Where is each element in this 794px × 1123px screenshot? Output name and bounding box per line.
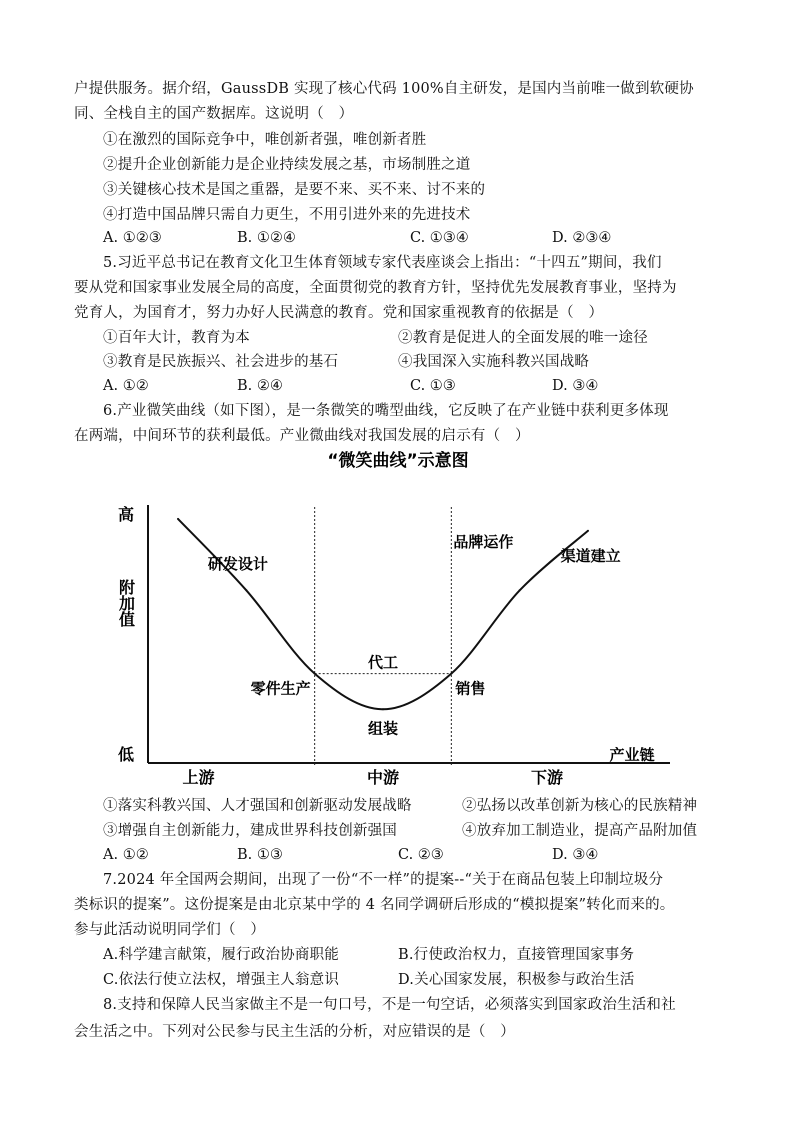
q4-item-2: ②提升企业创新能力是企业持续发展之基，市场制胜之道 [103, 157, 471, 173]
segment-labels [182, 768, 563, 787]
q8-stem-line-2: 会生活之中。下列对公民参与民主生活的分析，对应错误的是（ ） [74, 1024, 515, 1040]
q4-item-3: ③关键核心技术是国之重器，是要不来、买不来、讨不来的 [103, 182, 486, 198]
q5-option-c: C. ①③ [410, 378, 456, 394]
curve-point-3 [314, 673, 316, 675]
q4-option-a: A. ①②③ [103, 230, 162, 246]
q7-option-c: C.依法行使立法权，增强主人翁意识 [103, 972, 340, 988]
curve-point-6 [519, 589, 521, 591]
q7-option-b: B.行使政治权力，直接管理国家事务 [398, 947, 635, 963]
chart-title: “微笑曲线”示意图 [327, 451, 469, 471]
q4-option-b: B. ①②④ [237, 230, 296, 246]
q5-item-3: ③教育是民族振兴、社会进步的基石 [103, 354, 339, 370]
q5-stem-line-2: 要从党和国家事业发展全局的高度，全面贯彻党的教育方针，坚持优先发展教育事业，坚持为 [74, 280, 677, 296]
q6-item-2: ②弘扬以改革创新为核心的民族精神 [462, 798, 698, 814]
curve-point-2 [245, 589, 247, 591]
q5-stem-line-3: 党育人，为国育才，努力办好人民满意的教育。党和国家重视教育的依据是（ ） [74, 305, 604, 321]
stage-annotations [208, 533, 621, 738]
segment-label-3: 下游 [530, 768, 564, 787]
q4-stem-line-1: 户提供服务。据介绍，GaussDB 实现了核心代码 100%自主研发，是国内当前唯一做到软硬协 [74, 81, 694, 97]
curve-point-1 [177, 518, 179, 520]
q6-option-d: D. ③④ [552, 847, 599, 863]
q4-item-4: ④打造中国品牌只需自力更生，不用引进外来的先进技术 [103, 207, 471, 223]
q4-option-d: D. ②③④ [552, 230, 612, 246]
q7-stem-line-1: 7.2024 年全国两会期间，出现了一份“不一样”的提案--“关于在商品包装上印制垃圾分 [103, 872, 664, 888]
curve-point-7 [587, 530, 589, 532]
y-high-label: 高 [117, 505, 135, 524]
segment-label-2: 中游 [366, 768, 400, 787]
q5-item-2: ②教育是促进人的全面发展的唯一途径 [398, 330, 648, 346]
reference-line-label: 代工 [367, 653, 399, 672]
x-axis-label: 产业链 [609, 746, 655, 764]
smile-curve [178, 519, 588, 709]
curve-points [177, 518, 589, 710]
q6-item-1: ①落实科教兴国、人才强国和创新驱动发展战略 [103, 798, 412, 814]
y-axis-label: 附加值 [116, 579, 136, 627]
annotation-1: 研发设计 [207, 554, 268, 573]
annotation-3: 组装 [367, 719, 399, 738]
q7-option-d: D.关心国家发展，积极参与政治生活 [398, 972, 635, 988]
q5-option-a: A. ①② [103, 378, 149, 394]
q5-item-1: ①百年大计，教育为本 [103, 330, 250, 346]
q6-stem-line-1: 6.产业微笑曲线（如下图），是一条微笑的嘴型曲线，它反映了在产业链中获利更多体现 [103, 403, 669, 419]
q5-item-4: ④我国深入实施科教兴国战略 [398, 354, 590, 370]
annotation-2: 零件生产 [250, 679, 311, 698]
curve-point-5 [450, 673, 452, 675]
q5-option-b: B. ②④ [237, 378, 283, 394]
q7-stem-line-3: 参与此活动说明同学们（ ） [74, 922, 266, 938]
smile-curve-chart [110, 445, 680, 790]
q7-stem-line-2: 类标识的提案”。这份提案是由北京某中学的 4 名同学调研后形成的“模拟提案”转化而来的。 [74, 897, 675, 913]
q6-stem-line-2: 在两端，中间环节的获利最低。产业微曲线对我国发展的启示有（ ） [74, 428, 530, 444]
q4-option-c: C. ①③④ [410, 230, 469, 246]
segment-label-1: 上游 [182, 768, 215, 787]
annotation-5: 品牌运作 [453, 532, 514, 551]
q6-option-c: C. ②③ [398, 847, 444, 863]
chart-axes [148, 505, 670, 763]
q5-option-d: D. ③④ [552, 378, 599, 394]
q6-option-a: A. ①② [103, 847, 149, 863]
annotation-4: 销售 [455, 679, 486, 698]
q6-item-4: ④放弃加工制造业，提高产品附加值 [462, 823, 698, 839]
q4-item-1: ①在激烈的国际竞争中，唯创新者强，唯创新者胜 [103, 132, 427, 148]
y-low-label: 低 [117, 745, 135, 764]
q5-stem-line-1: 5.习近平总书记在教育文化卫生体育领域专家代表座谈会上指出：“十四五”期间，我们 [103, 255, 662, 271]
q6-item-3: ③增强自主创新能力，建成世界科技创新强国 [103, 823, 397, 839]
annotation-6: 渠道建立 [560, 546, 621, 565]
q4-stem-line-2: 同、全栈自主的国产数据库。这说明（ ） [74, 106, 354, 122]
q7-option-a: A.科学建言献策，履行政治协商职能 [103, 947, 339, 963]
q8-stem-line-1: 8.支持和保障人民当家做主不是一句口号，不是一句空话，必须落实到国家政治生活和社 [103, 997, 676, 1013]
curve-point-4 [382, 708, 384, 710]
q6-option-b: B. ①③ [237, 847, 283, 863]
